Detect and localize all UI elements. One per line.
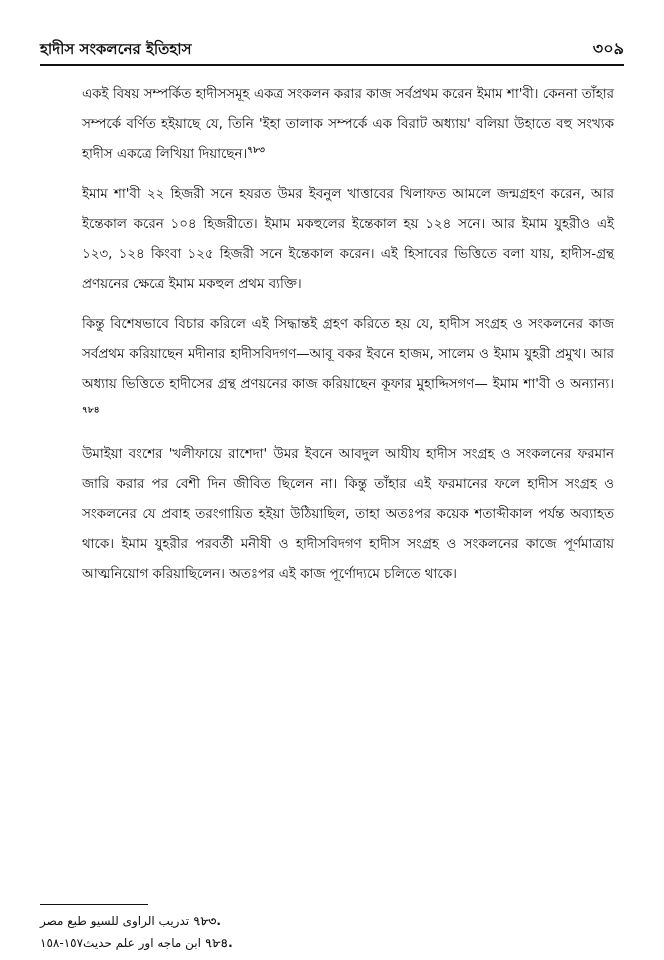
- footnote: [40, 910, 340, 932]
- footnote-number: ৭৮৪.: [204, 936, 233, 950]
- footnote-number: ৭৮৩.: [192, 914, 221, 928]
- footnote-divider: [40, 904, 148, 905]
- paragraph: [60, 440, 614, 590]
- paragraph-text: কিন্তু বিশেষভাবে বিচার করিলে এই সিদ্ধান্তই গ্রহণ করিতে হয় যে, হাদীস সংগ্রহ ও সংকলনের কাজ সর্বপ্রথম করিয়াছেন মদীনার হাদীসবিদগণ—আবূ বকর ইবনে হাজম, সালেম ও ইমাম যুহরী প্রমুখ। আর অধ্যায় ভিত্তিতে হাদীসের গ্রন্থ প্রণয়নের কাজ করিয়াছেন কূফার মুহাদ্দিসগণ— ইমাম শা'বী ও অন্যান্য।: [82, 317, 614, 392]
- page-header: [40, 38, 624, 66]
- footnote: [40, 932, 340, 954]
- paragraph: [60, 310, 614, 430]
- body-text: [60, 80, 614, 600]
- page-number: ৩০৯: [592, 39, 624, 58]
- running-title: হাদীস সংকলনের ইতিহাস: [40, 40, 192, 58]
- paragraph-text: একই বিষয় সম্পর্কিত হাদীসসমূহ একত্র সংকলন করার কাজ সর্বপ্রথম করেন ইমাম শা'বী। কেননা তাঁহার সম্পর্কে বর্ণিত হইয়াছে যে, তিনি 'ইহা তালাক সম্পর্কে এক বিরাট অধ্যায়' বলিয়া উহাতে বহু সংখ্যক হাদীস একত্রে লিখিয়া দিয়াছেন।: [82, 87, 614, 162]
- footnote-ref: ৭৮৩: [247, 145, 265, 156]
- paragraph: [60, 80, 614, 170]
- footnote-text: ابن ماجه اور علم حدیث١٥٧-١٥٨: [40, 936, 201, 950]
- footnote-text: تدریب الراوی للسیو طبع مصر: [40, 914, 190, 928]
- paragraph-text: উমাইয়া বংশের 'খলীফায়ে রাশেদা' উমর ইবনে আবদুল আযীয হাদীস সংগ্রহ ও সংকলনের ফরমান জারি করার পর বেশী দিন জীবিত ছিলেন না। কিন্তু তাঁহার এই ফরমানের ফলে হাদীস সংগ্রহ ও সংকলনের যে প্রবাহ তরংগায়িত হইয়া উঠিয়াছিল, তাহা অতঃপর কয়েক শতাব্দীকাল পর্যন্ত অব্যাহত থাকে। ইমাম যুহরীর পরবর্তী মনীষী ও হাদীসবিদগণ হাদীস সংগ্রহ ও সংকলনের কাজে পূর্ণমাত্রায় আত্মনিয়োগ করিয়াছিলেন। অতঃপর এই কাজ পূর্ণোদ্যমে চলিতে থাকে।: [82, 447, 614, 582]
- paragraph-text: ইমাম শা'বী ২২ হিজরী সনে হযরত উমর ইবনুল খাত্তাবের খিলাফত আমলে জন্মগ্রহণ করেন, আর ইন্তেকাল করেন ১০৪ হিজরীতে। ইমাম মকহুলের ইন্তেকাল হয় ১২৪ সনে। আর ইমাম যুহরীও এই ১২৩, ১২৪ কিংবা ১২৫ হিজরী সনে ইন্তেকাল করেন। এই হিসাবের ভিত্তিতে বলা যায়, হাদীস-গ্রন্থ প্রণয়নের ক্ষেত্রে ইমাম মকহুল প্রথম ব্যক্তি।: [82, 187, 614, 292]
- footnotes: [40, 910, 340, 954]
- footnote-ref: ৭৮৪: [82, 405, 100, 416]
- paragraph: [60, 180, 614, 300]
